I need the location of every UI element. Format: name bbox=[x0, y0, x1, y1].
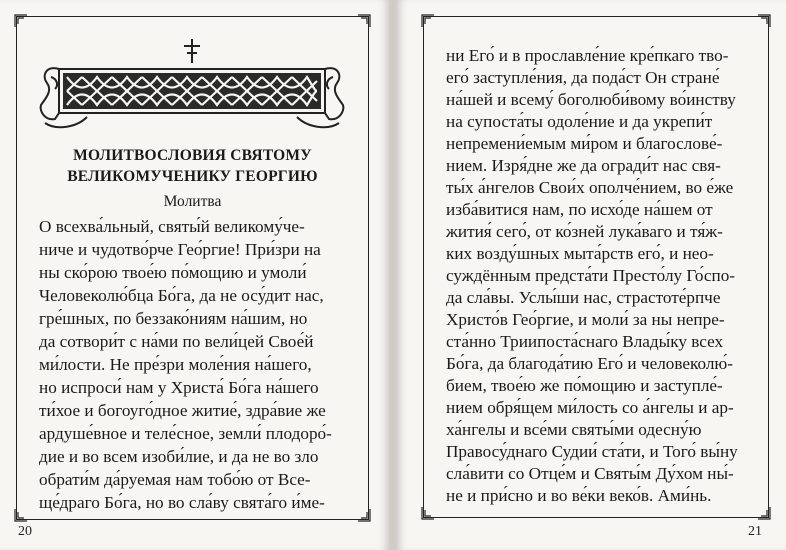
text-line: жития́ сего́, от ко́зней лука́ваго и тя́ж- bbox=[446, 222, 723, 241]
text-line: на супоста́ты одоле́ние и да укрепи́т bbox=[446, 112, 713, 131]
corner-ornament-icon bbox=[357, 508, 371, 522]
corner-ornament-icon bbox=[757, 14, 771, 28]
right-page-frame bbox=[423, 16, 769, 518]
left-page-frame bbox=[16, 16, 369, 520]
text-line: ни Его́ и в прославле́ние кре́пкаго тво- bbox=[446, 46, 729, 65]
corner-ornament-icon bbox=[421, 506, 435, 520]
text-line: Бо́га, да благода́тию Его́ и человеколю́- bbox=[446, 354, 733, 373]
text-line: да сла́вы. Услы́ши нас, страстоте́рпче bbox=[446, 288, 721, 307]
prayer-title-line2: ВЕЛИКОМУЧЕНИКУ ГЕОРГИЮ bbox=[67, 168, 318, 185]
text-line: ких возду́шных мыта́рств его́, и нео- bbox=[446, 244, 714, 263]
text-line: изба́витися нам, по исхо́де на́шем от bbox=[446, 200, 713, 219]
corner-ornament-icon bbox=[357, 14, 371, 28]
corner-ornament-icon bbox=[421, 14, 435, 28]
text-line: нием обря́щем ми́лость со а́нгелы и ар- bbox=[446, 398, 734, 417]
corner-ornament-icon bbox=[14, 14, 28, 28]
text-line: О всехва́льный, святы́й великому́че- bbox=[39, 217, 305, 236]
text-line: но испроси́ нам у Христа́ Бо́га на́шего bbox=[39, 378, 319, 397]
text-line: суждённым предста́ти Престо́лу Го́спо- bbox=[446, 266, 736, 285]
text-line: ниче и чудотво́рче Гео́ргие! При́зри на bbox=[39, 240, 321, 259]
page-number: 20 bbox=[18, 524, 32, 539]
text-line: на́шей и всему́ боголюби́вому во́инству bbox=[446, 90, 736, 109]
prayer-title-line1: МОЛИТВОСЛОВИЯ СВЯТОМУ bbox=[73, 147, 312, 164]
text-line: бием, твое́ю же по́мощию и заступле́- bbox=[446, 376, 723, 395]
left-page bbox=[0, 0, 390, 550]
text-line: Правосу́днаго Судии́ ста́ти, и Того́ вы́ну bbox=[446, 442, 738, 461]
text-line: ха́нгелы и все́ми святы́ми одесну́ю bbox=[446, 420, 702, 439]
text-line: непремени́емым ми́ром и благослове́- bbox=[446, 134, 723, 153]
text-line: Христо́в Гео́ргие, и моли́ за ны непре- bbox=[446, 310, 725, 329]
text-line: не и при́сно и во ве́ки веко́в. Ами́нь. bbox=[446, 486, 712, 505]
text-line: сла́вити со Отце́м и Святы́м Ду́хом ны́- bbox=[446, 464, 734, 483]
text-line: ста́нно Триипоста́снаго Влады́ку всех bbox=[446, 332, 724, 351]
corner-ornament-icon bbox=[14, 508, 28, 522]
text-line: ны ско́рою твое́ю по́мощию и умоли́ bbox=[39, 263, 307, 282]
text-line: ты́х а́нгелов Свои́х ополче́нием, во е́же bbox=[446, 178, 734, 197]
celtic-knot-headpiece-icon bbox=[37, 35, 347, 135]
right-page bbox=[396, 0, 786, 550]
text-line: гре́шных, по беззако́ниям на́шим, но bbox=[39, 309, 308, 328]
text-line: дие и во всем изоби́лие, и да не во зло bbox=[39, 447, 319, 466]
text-line: Человеколю́бца Бо́га, да не осу́дит нас, bbox=[39, 286, 324, 305]
text-line: да сотвори́т с на́ми по вели́цей Свое́й bbox=[39, 332, 314, 351]
prayer-subtitle: Молитва bbox=[163, 193, 222, 210]
text-line: ми́лости. Не пре́зри моле́ния на́шего, bbox=[39, 355, 312, 374]
corner-ornament-icon bbox=[757, 506, 771, 520]
text-line: обрати́м да́руемая нам тобо́ю от Все- bbox=[39, 470, 311, 489]
text-line: ти́хое и богоуго́дное житие́, здра́вие же bbox=[39, 401, 326, 420]
page-number: 21 bbox=[748, 524, 762, 539]
text-line: ардуше́вное и теле́сное, земли́ плодоро́- bbox=[39, 424, 332, 443]
text-line: его́ заступле́ния, да пода́ст Он стране́ bbox=[446, 68, 720, 87]
text-line: нием. Изря́дне же да огради́т нас свя- bbox=[446, 156, 721, 175]
text-line: ще́драго Бо́га, но во сла́ву свята́го и́ме- bbox=[39, 493, 325, 512]
